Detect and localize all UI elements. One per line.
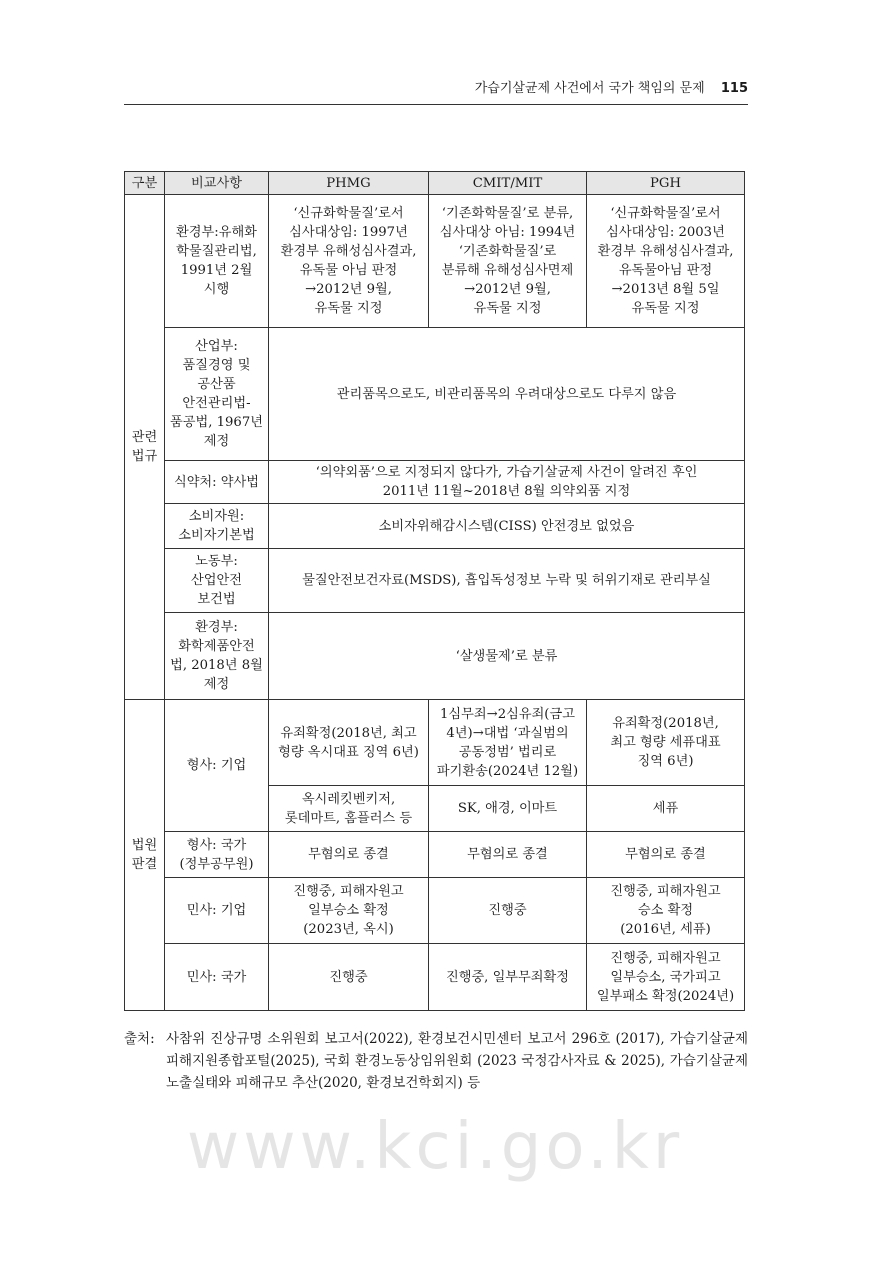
running-header [124,78,748,105]
table-row [125,549,745,613]
group-court-rulings: 법원 판결 [125,700,165,1011]
cell-labor: 물질안전보건자료(MSDS), 흡입독성정보 누락 및 허위기재로 관리부실 [269,549,745,613]
cell-chem: ‘살생물제’로 분류 [269,613,745,700]
source-label: 출처: [124,1031,155,1047]
cell-criminal-company-phmg: 유죄확정(2018년, 최고 형량 옥시대표 징역 6년) [269,700,429,786]
cell-companies-cmit: SK, 애경, 이마트 [429,786,587,832]
header-pgh: PGH [587,172,745,195]
row-label-env-law: 환경부:유해화 학물질관리법, 1991년 2월 시행 [165,195,269,328]
cell-pharma: ‘의약외품’으로 지정되지 않다가, 가습기살균제 사건이 알려진 후인 2011년 11월~2018년 8월 의약외품 지정 [269,461,745,504]
row-label-civil-company: 민사: 기업 [165,878,269,944]
cell-env-phmg: ‘신규화학물질’로서 심사대상임: 1997년 환경부 유해성심사결과, 유독물 아님 판정 →2012년 9월, 유독물 지정 [269,195,429,328]
cell-civil-state-cmit: 진행중, 일부무죄확정 [429,944,587,1011]
cell-criminal-company-pgh: 유죄확정(2018년, 최고 형량 세퓨대표 징역 6년) [587,700,745,786]
row-label-consumer-law: 소비자원: 소비자기본법 [165,504,269,549]
table-row [125,700,745,786]
group-related-laws: 관련 법규 [125,195,165,700]
row-label-pharma-law: 식약처: 약사법 [165,461,269,504]
cell-env-pgh: ‘신규화학물질’로서 심사대상임: 2003년 환경부 유해성심사결과, 유독물아님 판정 →2013년 8월 5일 유독물 지정 [587,195,745,328]
cell-env-cmit: ‘기존화학물질’로 분류, 심사대상 아님: 1994년 ‘기존화학물질’로 분류해 유해성심사면제 →2012년 9월, 유독물 지정 [429,195,587,328]
cell-criminal-company-cmit: 1심무죄→2심유죄(금고 4년)→대법 ‘과실범의 공동정범’ 법리로 파기환송(2024년 12월) [429,700,587,786]
cell-civil-company-cmit: 진행중 [429,878,587,944]
header-cmit-mit: CMIT/MIT [429,172,587,195]
table-header-row [125,172,745,195]
row-label-civil-state: 민사: 국가 [165,944,269,1011]
row-label-chem-law: 환경부: 화학제품안전 법, 2018년 8월 제정 [165,613,269,700]
table-row [125,944,745,1011]
running-header-title: 가습기살균제 사건에서 국가 책임의 문제 [474,81,705,96]
header-phmg: PHMG [269,172,429,195]
table-row [125,328,745,461]
row-label-labor-law: 노동부: 산업안전 보건법 [165,549,269,613]
cell-criminal-state-pgh: 무혐의로 종결 [587,832,745,878]
cell-civil-state-phmg: 진행중 [269,944,429,1011]
table-row [125,504,745,549]
header-comparison: 비교사항 [165,172,269,195]
table-row [125,832,745,878]
page-number: 115 [720,81,748,96]
header-category: 구분 [125,172,165,195]
cell-companies-phmg: 옥시레킷벤키저, 롯데마트, 홈플러스 등 [269,786,429,832]
source-note [124,1028,748,1094]
cell-civil-company-pgh: 진행중, 피해자원고 승소 확정 (2016년, 세퓨) [587,878,745,944]
cell-civil-company-phmg: 진행중, 피해자원고 일부승소 확정 (2023년, 옥시) [269,878,429,944]
cell-criminal-state-phmg: 무혐의로 종결 [269,832,429,878]
cell-industry: 관리품목으로도, 비관리품목의 우려대상으로도 다루지 않음 [269,328,745,461]
cell-civil-state-pgh: 진행중, 피해자원고 일부승소, 국가피고 일부패소 확정(2024년) [587,944,745,1011]
cell-companies-pgh: 세퓨 [587,786,745,832]
cell-consumer: 소비자위해감시스템(CISS) 안전경보 없었음 [269,504,745,549]
source-text: 사참위 진상규명 소위원회 보고서(2022), 환경보건시민센터 보고서 296호 (2017), 가습기살균제피해지원종합포털(2025), 국회 환경노동상임위원회 (2023 국정감사자료 & 2025), 가습기살균제 노출실태와 피해규모 추산(2020, 환경보건학회지) 등 [166,1031,748,1091]
table-row [125,878,745,944]
watermark: www.kci.go.kr [186,1110,684,1184]
table-row [125,613,745,700]
cell-criminal-state-cmit: 무혐의로 종결 [429,832,587,878]
row-label-criminal-company: 형사: 기업 [165,700,269,832]
comparison-table [124,171,745,1011]
table-row [125,195,745,328]
table-row [125,461,745,504]
row-label-industry-law: 산업부: 품질경영 및 공산품 안전관리법- 품공법, 1967년 제정 [165,328,269,461]
row-label-criminal-state: 형사: 국가 (정부공무원) [165,832,269,878]
